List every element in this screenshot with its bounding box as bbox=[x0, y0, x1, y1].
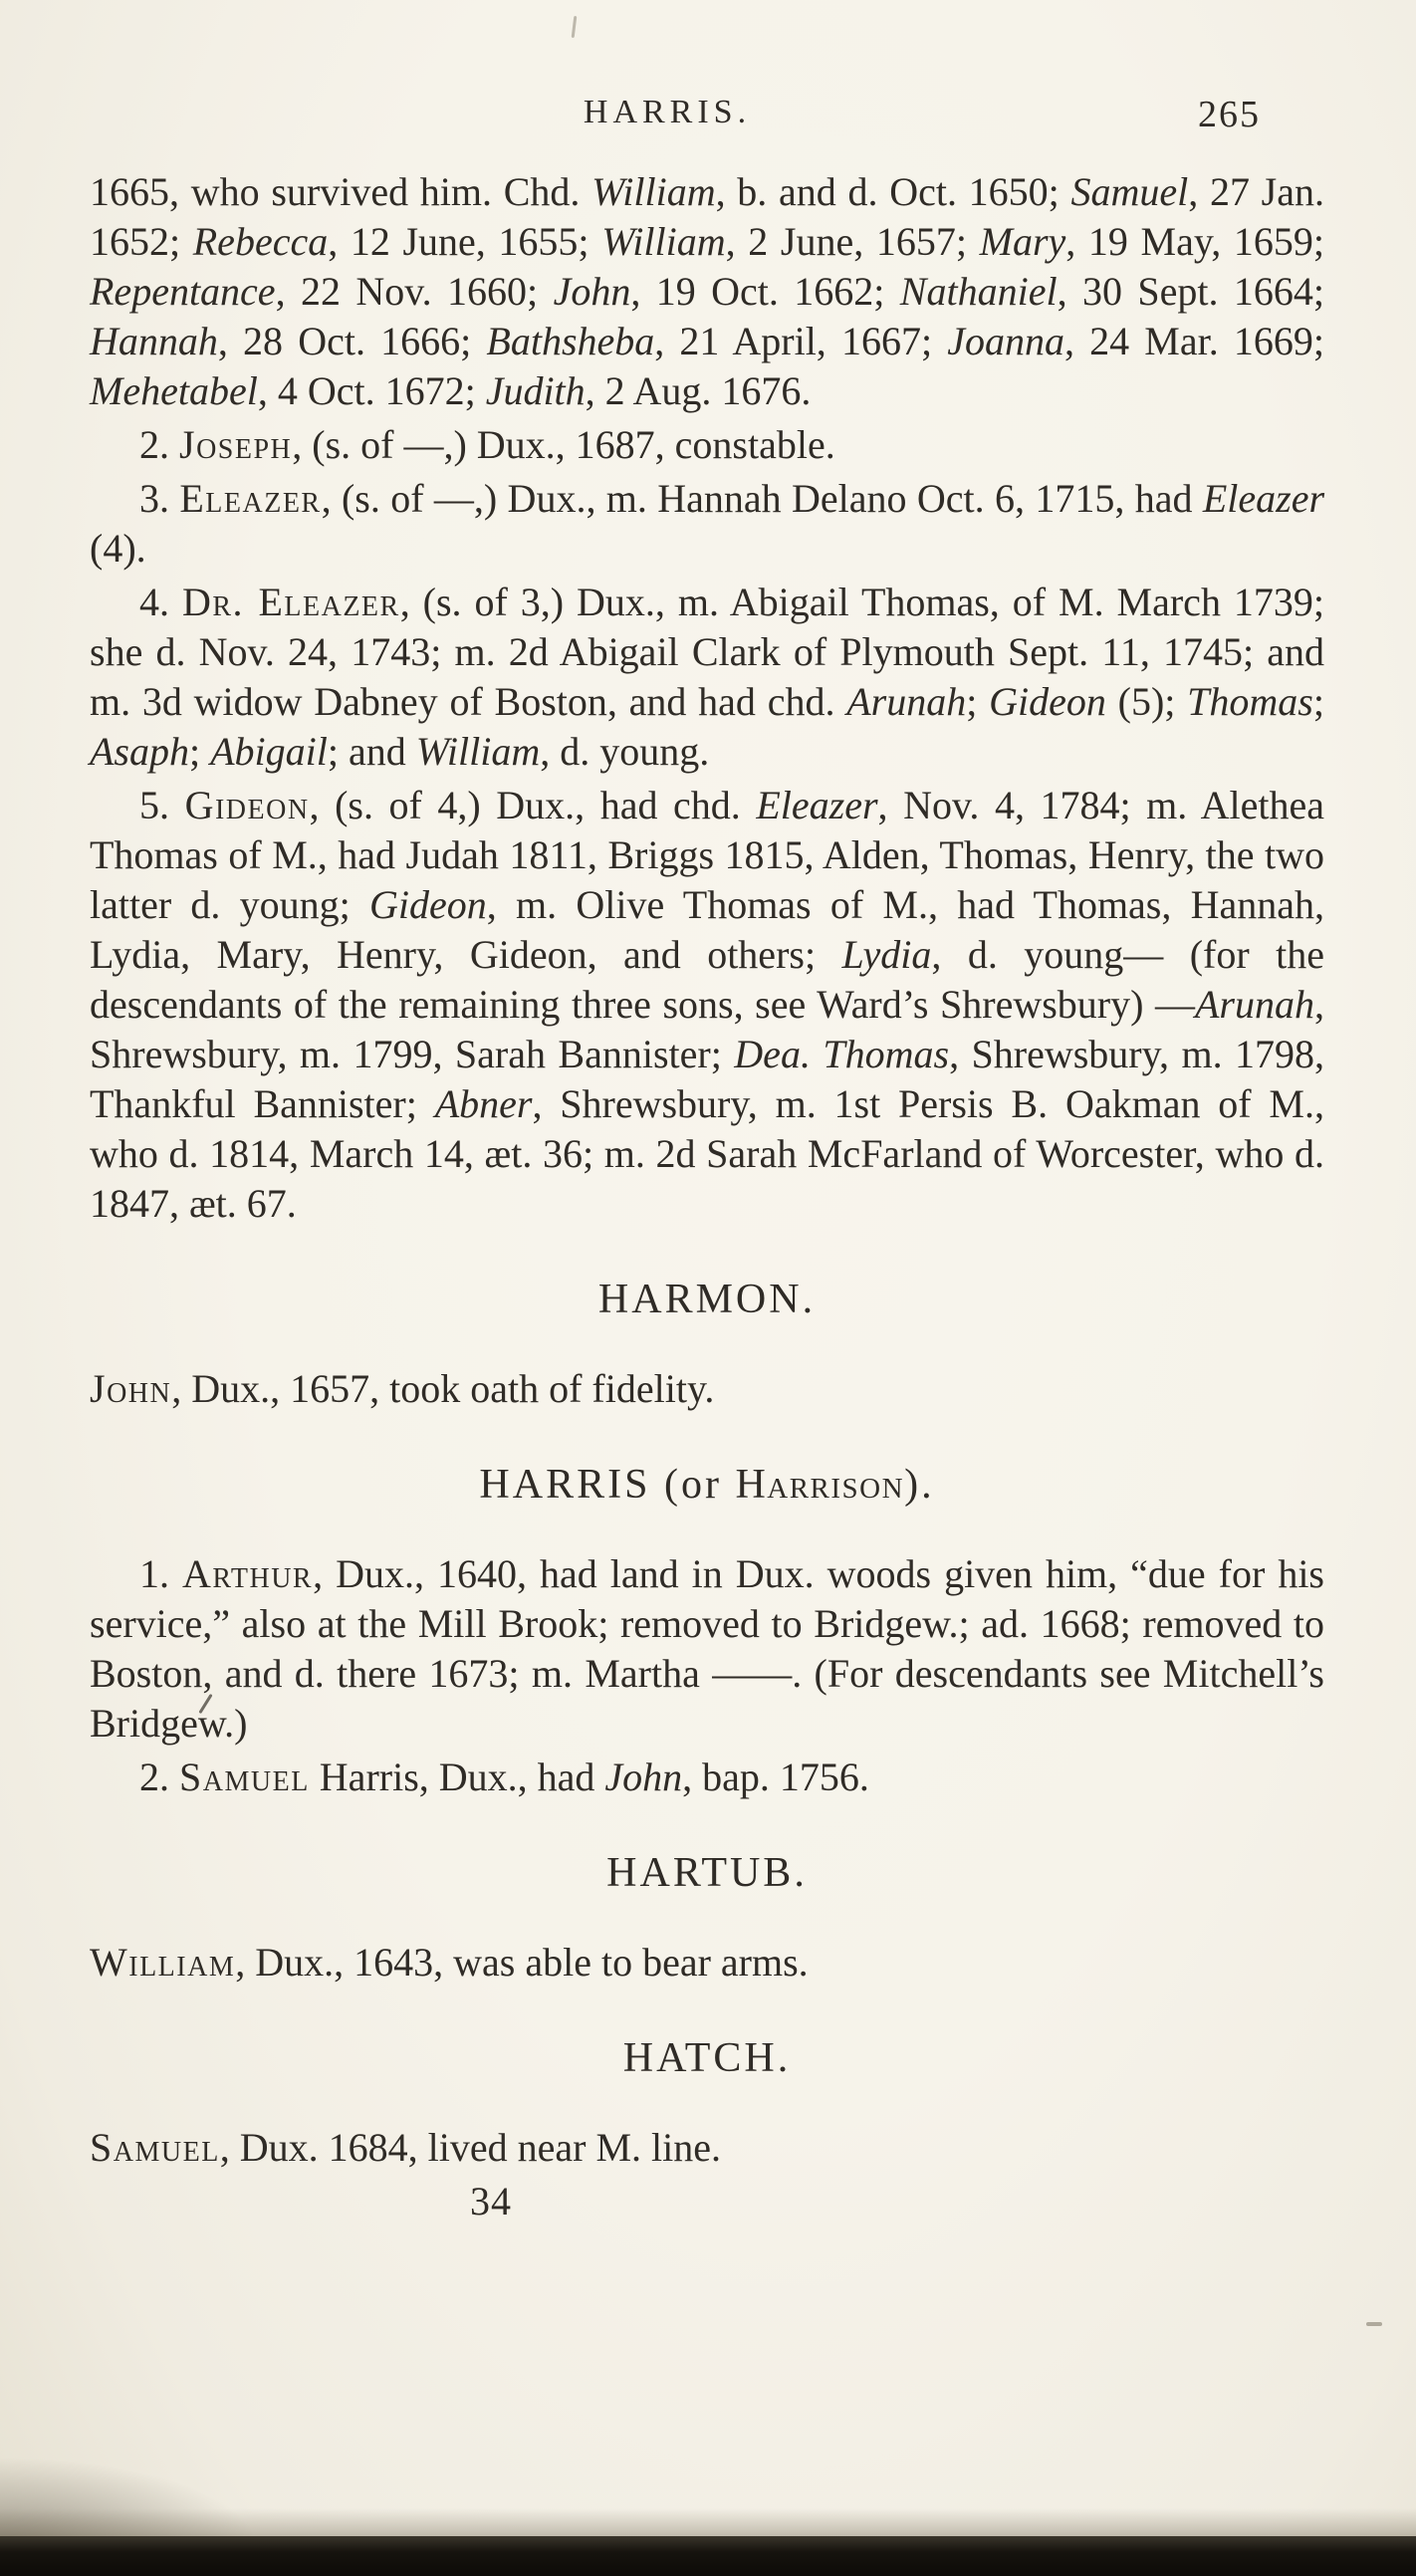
text: , Dux., 1640, had land in Dux. woods given him, “due for his service,” also at the Mill Brook; removed to Bridgew.; ad. 1668; removed to Boston, and d. there 1673; m. Martha ——. (For descendants see Mitchell’s Bridgew.) bbox=[90, 1551, 1324, 1746]
text: HARRIS (or bbox=[479, 1462, 736, 1508]
text: , 21 April, 1667; bbox=[654, 319, 948, 363]
page-body bbox=[90, 167, 1324, 2173]
smallcaps-text: Samuel bbox=[90, 2125, 220, 2170]
paragraph bbox=[90, 781, 1324, 1229]
text: HATCH. bbox=[622, 2035, 792, 2081]
text: , Dux., 1657, took oath of fidelity. bbox=[171, 1366, 715, 1411]
italic-text: Lydia bbox=[841, 932, 932, 977]
smallcaps-text: John bbox=[90, 1366, 172, 1411]
smallcaps-text: Eleazer bbox=[179, 476, 322, 521]
italic-text: Bathsheba bbox=[486, 319, 655, 363]
italic-text: William bbox=[601, 219, 726, 264]
text: , 27 Jan. 1652; bbox=[90, 169, 1324, 264]
italic-text: John bbox=[604, 1755, 683, 1799]
text: 2. bbox=[139, 422, 179, 467]
text: , Shrewsbury, m. 1799, Sarah Bannister; bbox=[90, 982, 1324, 1076]
scan-bottom-edge bbox=[0, 2536, 1416, 2576]
italic-text: Joanna bbox=[947, 319, 1064, 363]
page-number: 265 bbox=[1198, 94, 1261, 135]
text: ; bbox=[966, 679, 990, 724]
italic-text: William bbox=[591, 169, 716, 214]
text: ; and bbox=[327, 729, 416, 774]
text: , 12 June, 1655; bbox=[328, 219, 602, 264]
smallcaps-text: Dr. Eleazer bbox=[181, 580, 400, 624]
text: , Shrewsbury, m. 1798, Thankful Bannister; bbox=[90, 1032, 1324, 1126]
text: 1665, who survived him. Chd. bbox=[90, 169, 592, 214]
text: , 4 Oct. 1672; bbox=[257, 368, 486, 413]
italic-text: Eleazer bbox=[1202, 476, 1325, 521]
paragraph bbox=[90, 1549, 1324, 1749]
text: HARMON. bbox=[597, 1277, 817, 1322]
paragraph bbox=[90, 1753, 1324, 1802]
text: , 24 Mar. 1669; bbox=[1064, 319, 1325, 363]
text: , (s. of —,) Dux., 1687, constable. bbox=[292, 422, 835, 467]
section-heading bbox=[90, 1460, 1324, 1510]
smallcaps-text: Harrison bbox=[735, 1462, 905, 1508]
text: 3. bbox=[139, 476, 180, 521]
scan-bottom-shadow bbox=[0, 2508, 1416, 2538]
text: , (s. of 3,) Dux., m. Abigail Thomas, of M. March 1739; she d. Nov. 24, 1743; m. 2d Abigail Clark of Plymouth Sept. 11, 1745; and m. 3d widow Dabney of Boston, and had chd. bbox=[90, 580, 1325, 724]
paragraph bbox=[90, 474, 1324, 574]
italic-text: Rebecca bbox=[192, 219, 329, 264]
text: 2. bbox=[139, 1755, 179, 1799]
text: , Shrewsbury, m. 1st Persis B. Oakman of M., who d. 1814, March 14, æt. 36; m. 2d Sarah McFarland of Worcester, who d. 1847, æt. 67. bbox=[90, 1081, 1324, 1226]
smallcaps-text: Arthur bbox=[182, 1551, 314, 1596]
scan-artifact-edge-speck bbox=[1366, 2322, 1382, 2326]
text: (4). bbox=[90, 526, 146, 571]
smallcaps-text: Gideon bbox=[184, 783, 310, 827]
text: 4. bbox=[139, 580, 182, 624]
italic-text: John bbox=[553, 269, 631, 314]
text: , d. young— (for the descendants of the remaining three sons, see Ward’s Shrewsbury) — bbox=[90, 932, 1324, 1027]
text: , bap. 1756. bbox=[682, 1755, 869, 1799]
section-heading bbox=[90, 1848, 1324, 1898]
signature-mark: 34 bbox=[470, 2179, 512, 2224]
italic-text: Dea. Thomas bbox=[734, 1032, 950, 1076]
text: , Dux. 1684, lived near M. line. bbox=[219, 2125, 722, 2170]
text: , (s. of —,) Dux., m. Hannah Delano Oct. 6, 1715, had bbox=[321, 476, 1203, 521]
italic-text: Gideon bbox=[989, 679, 1106, 724]
italic-text: Samuel bbox=[1070, 169, 1189, 214]
text: (5); bbox=[1105, 679, 1188, 724]
italic-text: Abigail bbox=[210, 729, 328, 774]
text: , 28 Oct. 1666; bbox=[217, 319, 487, 363]
italic-text: Eleazer bbox=[756, 783, 878, 827]
page-header bbox=[90, 88, 1324, 133]
text: , d. young. bbox=[540, 729, 710, 774]
text: , b. and d. Oct. 1650; bbox=[715, 169, 1071, 214]
italic-text: Gideon bbox=[369, 882, 487, 927]
text: ; bbox=[1312, 679, 1324, 724]
italic-text: William bbox=[415, 729, 541, 774]
smallcaps-text: William bbox=[90, 1940, 236, 1985]
text: , 30 Sept. 1664; bbox=[1057, 269, 1324, 314]
text: , 22 Nov. 1660; bbox=[275, 269, 554, 314]
paragraph bbox=[90, 2123, 1324, 2173]
paragraph bbox=[90, 167, 1324, 416]
italic-text: Asaph bbox=[90, 729, 189, 774]
text: , Dux., 1643, was able to bear arms. bbox=[235, 1940, 809, 1985]
smallcaps-text: Joseph bbox=[179, 422, 293, 467]
italic-text: Mehetabel bbox=[90, 368, 258, 413]
text: , 2 June, 1657; bbox=[725, 219, 980, 264]
text: 1. bbox=[139, 1551, 182, 1596]
text: Harris, Dux., had bbox=[309, 1755, 605, 1799]
text: 5. bbox=[139, 783, 185, 827]
italic-text: Judith bbox=[485, 368, 586, 413]
paragraph bbox=[90, 578, 1324, 777]
italic-text: Arunah bbox=[846, 679, 967, 724]
italic-text: Repentance bbox=[90, 269, 276, 314]
text: HARTUB. bbox=[606, 1850, 808, 1896]
text: ; bbox=[189, 729, 211, 774]
paragraph bbox=[90, 1364, 1324, 1414]
italic-text: Nathaniel bbox=[899, 269, 1058, 314]
text: , m. Olive Thomas of M., had Thomas, Hannah, Lydia, Mary, Henry, Gideon, and others; bbox=[90, 882, 1325, 977]
italic-text: Arunah bbox=[1195, 982, 1314, 1027]
italic-text: Thomas bbox=[1187, 679, 1313, 724]
section-heading bbox=[90, 2033, 1324, 2083]
smallcaps-text: Samuel bbox=[179, 1755, 310, 1799]
text: , 2 Aug. 1676. bbox=[585, 368, 812, 413]
paragraph bbox=[90, 420, 1324, 470]
italic-text: Mary bbox=[979, 219, 1066, 264]
text: ). bbox=[904, 1462, 935, 1508]
italic-text: Hannah bbox=[90, 319, 218, 363]
text: , Nov. 4, 1784; m. Alethea Thomas of M., had Judah 1811, Briggs 1815, Alden, Thomas, Henry, the two latter d. young; bbox=[90, 783, 1325, 927]
text: , 19 Oct. 1662; bbox=[630, 269, 900, 314]
running-head: HARRIS. bbox=[583, 94, 752, 130]
section-heading bbox=[90, 1275, 1324, 1324]
text: , 19 May, 1659; bbox=[1065, 219, 1325, 264]
italic-text: Abner bbox=[434, 1081, 533, 1126]
text: , (s. of 4,) Dux., had chd. bbox=[309, 783, 757, 827]
paragraph bbox=[90, 1938, 1324, 1988]
